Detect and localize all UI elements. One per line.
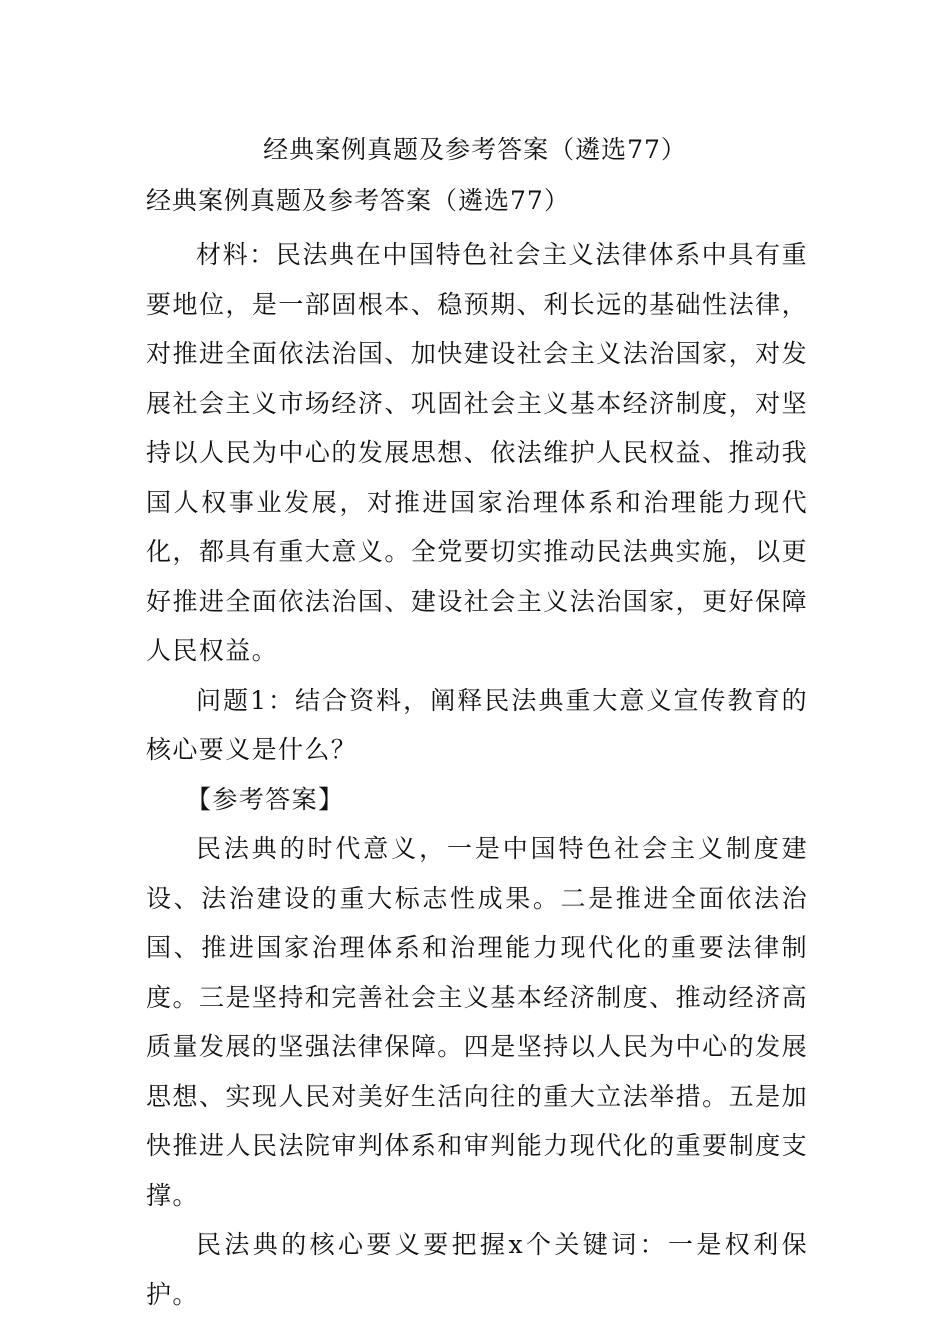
paragraph-question: 问题1：结合资料，阐释民法典重大意义宣传教育的核心要义是什么？ xyxy=(146,685,808,764)
document-subtitle: 经典案例真题及参考答案（遴选77） xyxy=(146,186,570,215)
paragraph-answer-heading: 【参考答案】 xyxy=(186,784,345,814)
document-body xyxy=(146,230,808,1319)
document-title: 经典案例真题及参考答案（遴选77） xyxy=(263,135,687,164)
paragraph-answer-keywords: 民法典的核心要义要把握x个关键词：一是权利保护。 xyxy=(146,1230,808,1309)
paragraph-material: 材料：民法典在中国特色社会主义法律体系中具有重要地位，是一部固根本、稳预期、利长远的基础性法律，对推进全面依法治国、加快建设社会主义法治国家，对发展社会主义市场经济、巩固社会主义基本经济制度，对坚持以人民为中心的发展思想、依法维护人民权益、推动我国人权事业发展，对推进国家治理体系和治理能力现代化，都具有重大意义。全党要切实推动民法典实施，以更好推进全面依法治国、建设社会主义法治国家，更好保障人民权益。 xyxy=(146,240,808,665)
paragraph-answer-significance: 民法典的时代意义，一是中国特色社会主义制度建设、法治建设的重大标志性成果。二是推进全面依法治国、推进国家治理体系和治理能力现代化的重要法律制度。三是坚持和完善社会主义基本经济制度、推动经济高质量发展的坚强法律保障。四是坚持以人民为中心的发展思想、实现人民对美好生活向往的重大立法举措。五是加快推进人民法院审判体系和审判能力现代化的重要制度支撑。 xyxy=(146,834,808,1210)
